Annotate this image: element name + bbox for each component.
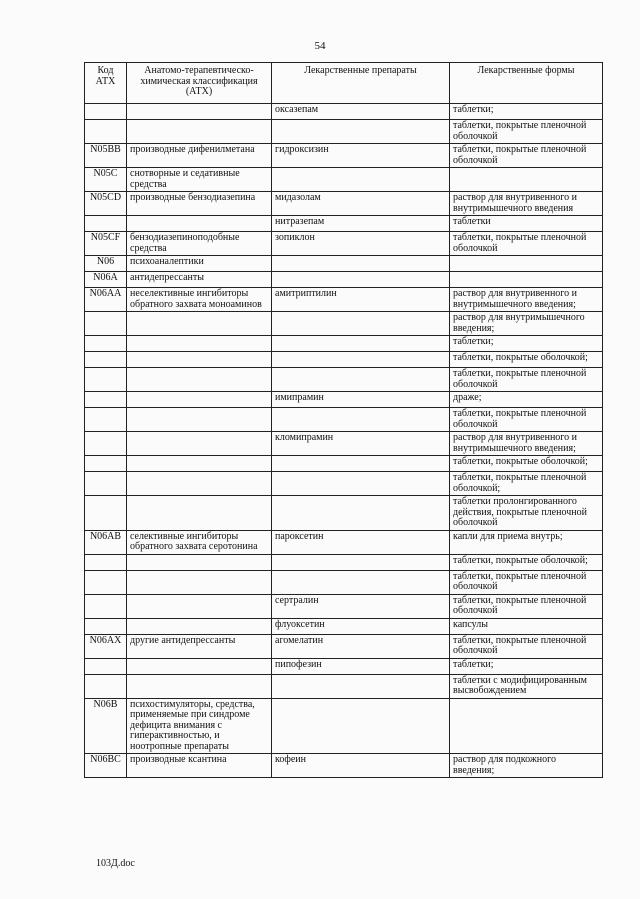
atc-code-cell [85,570,127,594]
atc-table-container [84,62,602,778]
classification-cell [127,368,272,392]
atc-code-cell [85,554,127,570]
drug-cell: зопиклон [272,232,450,256]
table-row [85,530,603,554]
drug-cell: амитриптилин [272,288,450,312]
atc-code-cell: N05C [85,168,127,192]
table-row [85,554,603,570]
atc-code-cell: N06A [85,272,127,288]
dosage-form-cell: таблетки, покрытые оболочкой; [450,456,603,472]
table-row [85,432,603,456]
atc-code-cell [85,456,127,472]
classification-cell [127,570,272,594]
drug-cell [272,496,450,531]
table-row [85,336,603,352]
drug-cell [272,336,450,352]
atc-code-cell [85,368,127,392]
drug-cell: мидазолам [272,192,450,216]
atc-code-cell: N05BB [85,144,127,168]
table-row [85,618,603,634]
classification-cell: производные бензодиазепина [127,192,272,216]
classification-cell: неселективные ингибиторы обратного захвата моноаминов [127,288,272,312]
dosage-form-cell: раствор для внутривенного и внутримышечного введения; [450,432,603,456]
atc-code-cell [85,408,127,432]
drug-cell [272,368,450,392]
table-body [85,104,603,778]
dosage-form-cell: таблетки; [450,104,603,120]
drug-cell: гидроксизин [272,144,450,168]
drug-cell [272,698,450,754]
header-atc-code: Код АТХ [85,63,127,104]
drug-cell: пипофезин [272,658,450,674]
atc-table [84,62,603,778]
classification-cell [127,336,272,352]
dosage-form-cell: таблетки, покрытые пленочной оболочкой [450,408,603,432]
atc-code-cell [85,312,127,336]
dosage-form-cell: таблетки, покрытые пленочной оболочкой [450,594,603,618]
drug-cell: агомелатин [272,634,450,658]
drug-cell [272,674,450,698]
drug-cell [272,352,450,368]
classification-cell [127,408,272,432]
header-atc-classification: Анатомо-терапевтическо-химическая классификация (АТХ) [127,63,272,104]
table-row [85,658,603,674]
dosage-form-cell: таблетки пролонгированного действия, покрытые пленочной оболочкой [450,496,603,531]
classification-cell [127,216,272,232]
classification-cell: селективные ингибиторы обратного захвата серотонина [127,530,272,554]
table-row [85,232,603,256]
table-row [85,698,603,754]
table-row [85,168,603,192]
atc-code-cell: N06BC [85,754,127,778]
table-header-row [85,63,603,104]
table-row [85,368,603,392]
classification-cell: психостимуляторы, средства, применяемые при синдроме дефицита внимания с гиперактивностью, и ноотропные препараты [127,698,272,754]
drug-cell: имипрамин [272,392,450,408]
table-row [85,674,603,698]
dosage-form-cell: капсулы [450,618,603,634]
table-row [85,272,603,288]
atc-code-cell [85,496,127,531]
dosage-form-cell [450,272,603,288]
classification-cell [127,554,272,570]
dosage-form-cell: капли для приема внутрь; [450,530,603,554]
table-row [85,192,603,216]
dosage-form-cell: раствор для внутривенного и внутримышечного введения; [450,288,603,312]
classification-cell: производные дифенилметана [127,144,272,168]
table-row [85,754,603,778]
classification-cell [127,352,272,368]
drug-cell: кофеин [272,754,450,778]
table-row [85,352,603,368]
classification-cell [127,456,272,472]
dosage-form-cell: раствор для подкожного введения; [450,754,603,778]
dosage-form-cell: таблетки; [450,336,603,352]
classification-cell: снотворные и седативные средства [127,168,272,192]
dosage-form-cell: раствор для внутривенного и внутримышечного введения [450,192,603,216]
footer-filename: 103Д.doc [96,858,135,869]
atc-code-cell [85,216,127,232]
atc-code-cell: N06AX [85,634,127,658]
table-row [85,594,603,618]
dosage-form-cell: таблетки, покрытые пленочной оболочкой [450,232,603,256]
table-row [85,392,603,408]
table-row [85,288,603,312]
drug-cell [272,168,450,192]
classification-cell [127,392,272,408]
classification-cell: психоаналептики [127,256,272,272]
classification-cell [127,432,272,456]
drug-cell: сертралин [272,594,450,618]
atc-code-cell [85,618,127,634]
drug-cell [272,570,450,594]
atc-code-cell [85,352,127,368]
atc-code-cell: N05CD [85,192,127,216]
table-row [85,456,603,472]
dosage-form-cell: таблетки, покрытые пленочной оболочкой [450,634,603,658]
atc-code-cell [85,104,127,120]
classification-cell [127,658,272,674]
drug-cell [272,554,450,570]
classification-cell: бензодиазепиноподобные средства [127,232,272,256]
drug-cell: пароксетин [272,530,450,554]
dosage-form-cell: таблетки, покрытые пленочной оболочкой [450,144,603,168]
table-row [85,634,603,658]
atc-code-cell [85,472,127,496]
drug-cell [272,256,450,272]
table-row [85,144,603,168]
atc-code-cell [85,594,127,618]
dosage-form-cell [450,256,603,272]
atc-code-cell: N06B [85,698,127,754]
dosage-form-cell: таблетки, покрытые пленочной оболочкой [450,570,603,594]
classification-cell [127,618,272,634]
classification-cell: производные ксантина [127,754,272,778]
drug-cell [272,456,450,472]
atc-code-cell [85,336,127,352]
atc-code-cell: N05CF [85,232,127,256]
atc-code-cell [85,674,127,698]
drug-cell [272,472,450,496]
classification-cell: антидепрессанты [127,272,272,288]
atc-code-cell [85,120,127,144]
classification-cell [127,496,272,531]
table-row [85,408,603,432]
table-row [85,312,603,336]
dosage-form-cell: таблетки, покрытые оболочкой; [450,554,603,570]
dosage-form-cell [450,168,603,192]
dosage-form-cell: таблетки; [450,658,603,674]
dosage-form-cell: таблетки, покрытые пленочной оболочкой; [450,472,603,496]
table-row [85,256,603,272]
header-dosage-forms: Лекарственные формы [450,63,603,104]
drug-cell [272,408,450,432]
classification-cell: другие антидепрессанты [127,634,272,658]
drug-cell [272,120,450,144]
table-row [85,570,603,594]
classification-cell [127,104,272,120]
atc-code-cell [85,392,127,408]
drug-cell: нитразепам [272,216,450,232]
header-drugs: Лекарственные препараты [272,63,450,104]
atc-code-cell: N06AA [85,288,127,312]
drug-cell [272,312,450,336]
atc-code-cell: N06 [85,256,127,272]
drug-cell: флуоксетин [272,618,450,634]
dosage-form-cell: таблетки [450,216,603,232]
dosage-form-cell: таблетки, покрытые пленочной оболочкой [450,120,603,144]
atc-code-cell [85,658,127,674]
classification-cell [127,472,272,496]
drug-cell: кломипрамин [272,432,450,456]
classification-cell [127,120,272,144]
page-number: 54 [314,40,326,52]
classification-cell [127,674,272,698]
table-row [85,496,603,531]
dosage-form-cell [450,698,603,754]
classification-cell [127,594,272,618]
drug-cell [272,272,450,288]
atc-code-cell: N06AB [85,530,127,554]
dosage-form-cell: драже; [450,392,603,408]
classification-cell [127,312,272,336]
drug-cell: оксазепам [272,104,450,120]
table-row [85,472,603,496]
table-row [85,120,603,144]
table-row [85,104,603,120]
dosage-form-cell: раствор для внутримышечного введения; [450,312,603,336]
dosage-form-cell: таблетки, покрытые пленочной оболочкой [450,368,603,392]
atc-code-cell [85,432,127,456]
dosage-form-cell: таблетки с модифицированным высвобождением [450,674,603,698]
table-row [85,216,603,232]
dosage-form-cell: таблетки, покрытые оболочкой; [450,352,603,368]
